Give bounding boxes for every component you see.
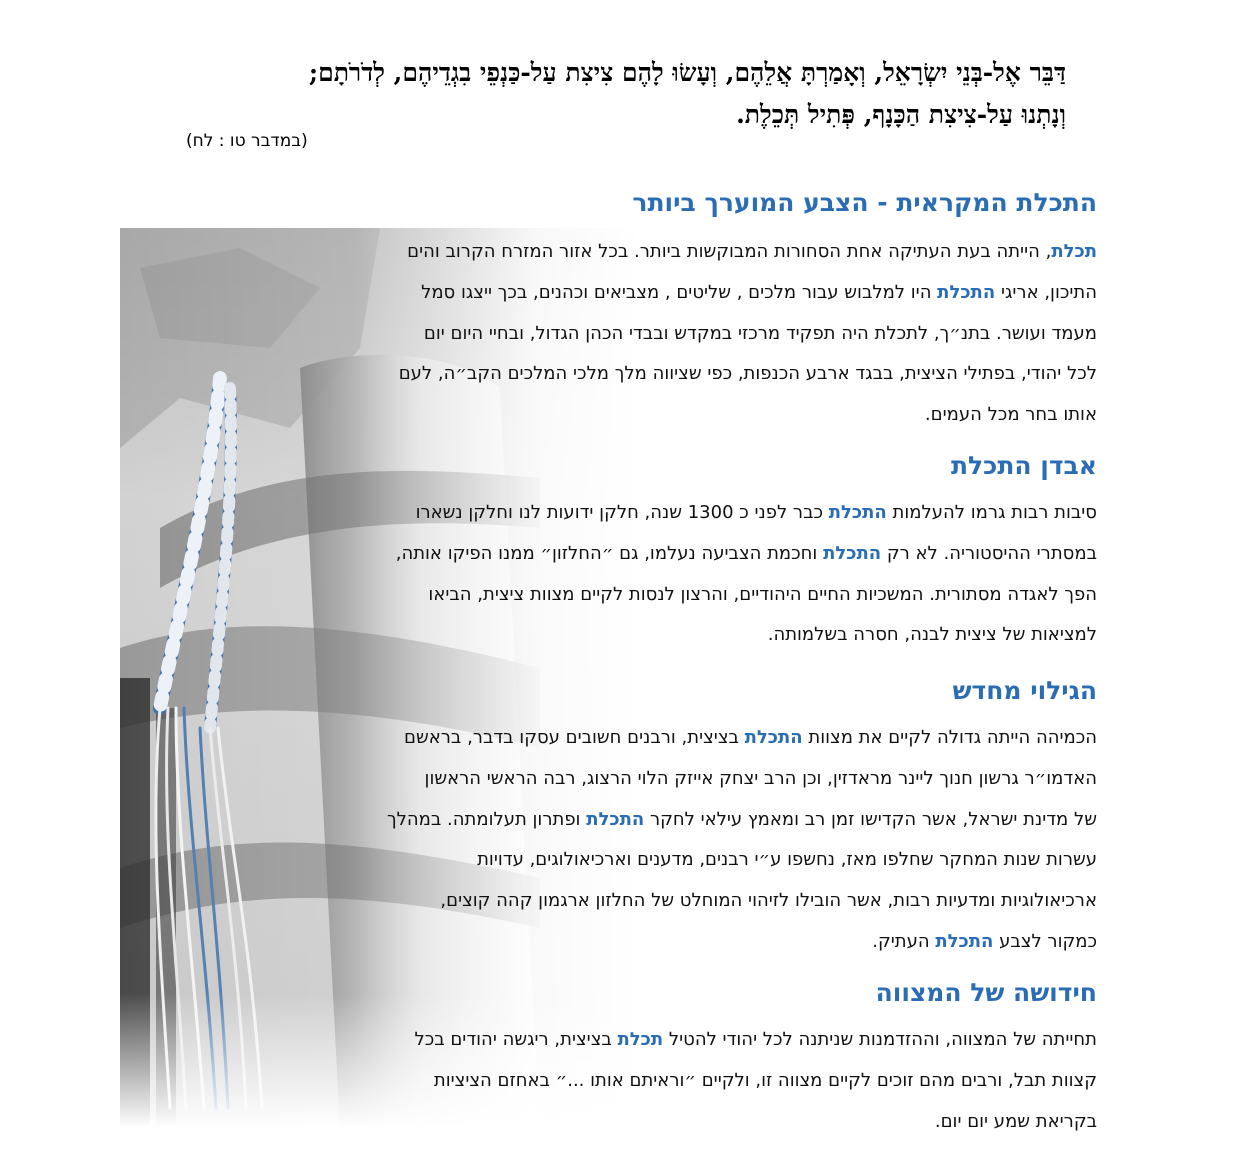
text-segment: כמקור לצבע xyxy=(993,930,1097,952)
paragraph-line xyxy=(257,354,1097,395)
quote-source: (במדבר טו : לח) xyxy=(186,131,308,151)
text-segment: של מדינת ישראל, אשר הקדישו זמן רב ומאמץ עילאי לחקר xyxy=(644,808,1097,830)
paragraph-line xyxy=(257,840,1097,881)
section-title-biblical-techelet: התכלת המקראית - הצבע המוערך ביותר xyxy=(632,188,1097,217)
torah-quote xyxy=(166,52,1066,136)
paragraph-line xyxy=(257,759,1097,800)
paragraph-line xyxy=(257,718,1097,759)
text-segment: העתיק. xyxy=(872,930,936,952)
text-segment: לכל יהודי, בפתילי הציצית, בבגד ארבע הכנפות, כפי שציווה מלך מלכי המלכים הקב״ה, לעם xyxy=(398,363,1097,385)
highlighted-term: תכלת xyxy=(617,1029,664,1050)
quote-line-1: דַּבֵּר אֶל-בְּנֵי יִשְׂרָאֵל, וְאָמַרְתָּ אֲלֵהֶם, וְעָשׂוּ לָהֶם צִיצִת עַל-כַּנְפֵי בִגְדֵיהֶם, לְדֹרֹתָם; xyxy=(308,58,1066,87)
paragraph-line xyxy=(257,575,1097,616)
section-paragraph-rediscovery xyxy=(257,718,1097,963)
text-segment: סיבות רבות גרמו להעלמות xyxy=(886,502,1097,523)
paragraph-line xyxy=(257,881,1097,922)
text-segment: וחכמת הצביעה נעלמו, גם ״החלזון״ ממנו הפיקו אותה, xyxy=(395,542,824,564)
text-segment: עשרות שנות המחקר שחלפו מאז, נחשפו ע״י רבנים, מדענים וארכיאולוגים, עדויות xyxy=(477,849,1097,871)
highlighted-term: תכלת xyxy=(1051,241,1097,262)
section-title-rediscovery: הגילוי מחדש xyxy=(952,676,1097,705)
highlighted-term: התכלת xyxy=(935,930,994,952)
text-segment: ארכיאולוגיות ומדעיות רבות, אשר הובילו לזיהוי המוחלט של החלזון ארגמון קהה קוצים, xyxy=(440,890,1097,912)
paragraph-line xyxy=(257,615,1097,656)
text-segment: למציאות של ציצית לבנה, חסרה בשלמותה. xyxy=(767,624,1097,646)
paragraph-line xyxy=(257,800,1097,841)
text-segment: כבר לפני כ 1300 שנה, חלקן ידועות לנו וחלקן נשארו xyxy=(415,502,829,523)
text-segment: היו למלבוש עבור מלכים , שליטים , מצביאים וכהנים, בכך ייצגו סמל xyxy=(421,281,938,303)
text-segment: תחייתה של המצווה, וההזדמנות שניתנה לכל יהודי להטיל xyxy=(663,1029,1097,1050)
text-segment: אותו בחר מכל העמים. xyxy=(924,404,1097,426)
paragraph-line xyxy=(257,1102,1097,1143)
paragraph-line xyxy=(257,314,1097,355)
text-segment: ופתרון תעלומתה. במהלך xyxy=(387,808,587,830)
highlighted-term: התכלת xyxy=(937,281,996,303)
text-segment: בציצית, ורבנים חשובים עסקו בדבר, בראשם xyxy=(404,727,745,748)
text-segment: האדמו״ר גרשון חנוך ליינר מראדזין, וכן הרב יצחק אייזק הלוי הרצוג, רבה הראשי הראשון xyxy=(424,767,1097,789)
section-title-renewal-of-mitzvah: חידושה של המצווה xyxy=(875,978,1097,1007)
paragraph-line xyxy=(257,922,1097,963)
paragraph-line xyxy=(257,493,1097,534)
paragraph-line xyxy=(257,1061,1097,1102)
section-title-loss-of-techelet: אבדן התכלת xyxy=(950,451,1097,480)
quote-line-2: וְנָתְנוּ עַל-צִיצִת הַכָּנָף, פְּתִיל תְּכֵלֶת. xyxy=(736,100,1066,129)
text-segment: בציצית, ריגשה יהודים בכל xyxy=(414,1029,618,1050)
section-paragraph-loss-of-techelet xyxy=(257,493,1097,656)
highlighted-term: התכלת xyxy=(828,502,887,523)
text-segment: במסתרי ההיסטוריה. לא רק xyxy=(881,542,1097,564)
paragraph-line xyxy=(257,273,1097,314)
paragraph-line xyxy=(257,395,1097,436)
section-paragraph-renewal-of-mitzvah xyxy=(257,1020,1097,1142)
text-segment: הפך לאגדה מסתורית. המשכיות החיים היהודיים, והרצון לנסות לקיים מצוות ציצית, הביאו xyxy=(428,583,1097,605)
text-segment: קצוות תבל, ורבים מהם זוכים לקיים מצווה זו, ולקיים ״וראיתם אותו ...״ באחזם הציציות xyxy=(433,1069,1097,1091)
text-segment: הכמיהה הייתה גדולה לקיים את מצוות xyxy=(802,727,1097,748)
paragraph-line xyxy=(257,1020,1097,1061)
text-segment: , הייתה בעת העתיקה אחת הסחורות המבוקשות ביותר. בכל אזור המזרח הקרוב והים xyxy=(407,241,1052,262)
highlighted-term: התכלת xyxy=(744,727,803,748)
section-paragraph-biblical-techelet xyxy=(257,232,1097,436)
text-segment: התיכון, אריגי xyxy=(995,281,1097,303)
text-segment: בקריאת שמע יום יום. xyxy=(934,1110,1097,1132)
highlighted-term: התכלת xyxy=(823,542,882,564)
paragraph-line xyxy=(257,534,1097,575)
highlighted-term: התכלת xyxy=(586,808,645,830)
text-segment: מעמד ועושר. בתנ״ך, לתכלת היה תפקיד מרכזי במקדש ובבדי הכהן הגדול, ובחיי היום יום xyxy=(423,322,1097,344)
paragraph-line xyxy=(257,232,1097,273)
